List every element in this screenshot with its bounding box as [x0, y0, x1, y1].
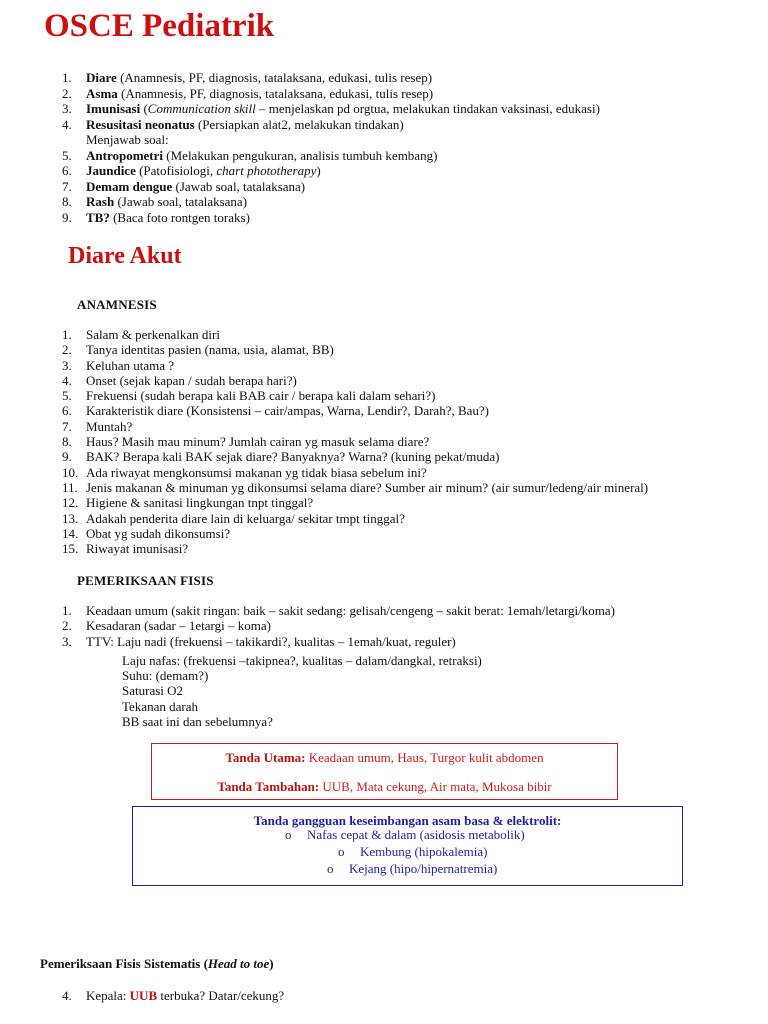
list-item: 4. Resusitasi neonatus (Persiapkan alat2, melakukan tindakan) [62, 116, 404, 132]
list-item: 9. BAK? Berapa kali BAK sejak diare? Banyaknya? Warna? (kuning pekat/muda) [62, 449, 500, 465]
sistematis-heading: Pemeriksaan Fisis Sistematis (Head to toe) [40, 956, 274, 971]
list-item: 10. Ada riwayat mengkonsumsi makanan yg tidak biasa sebelum ini? [62, 464, 427, 480]
list-item: 3. Keluhan utama ? [62, 357, 175, 373]
bullet-icon: o [285, 827, 292, 842]
list-item: 12. Higiene & sanitasi lingkungan tnpt tinggal? [62, 495, 314, 511]
tanda-box [151, 743, 618, 800]
sistematis-list [62, 988, 284, 1004]
ttv-line: Tekanan darah [122, 698, 198, 714]
page-title: OSCE Pediatrik [44, 8, 275, 44]
ttv-line: BB saat ini dan sebelumnya? [122, 713, 273, 729]
tanda-utama: Tanda Utama: Keadaan umum, Haus, Turgor kulit abdomen [225, 750, 544, 765]
list-item: 6. Karakteristik diare (Konsistensi – cair/ampas, Warna, Lendir?, Darah?, Bau?) [62, 403, 489, 419]
list-item: 1. Diare (Anamnesis, PF, diagnosis, tatalaksana, edukasi, tulis resep) [62, 70, 433, 85]
list-item: 15. Riwayat imunisasi? [62, 541, 189, 557]
list-item: 1. Keadaan umum (sakit ringan: baik – sakit sedang: gelisah/cengeng – sakit berat: 1emah/letargi/koma) [62, 603, 615, 618]
list-item: 5. Antropometri (Melakukan pengukuran, analisis tumbuh kembang) [62, 147, 438, 163]
list-item: 11. Jenis makanan & minuman yg dikonsumsi selama diare? Sumber air minum? (air sumur/ledeng/air mineral) [62, 479, 649, 495]
list-item: 4. Kepala: UUB terbuka? Datar/cekung? [62, 988, 285, 1003]
list-item: 8. Haus? Masih mau minum? Jumlah cairan yg masuk selama diare? [62, 434, 430, 450]
ttv-sub-lines [122, 653, 482, 729]
list-item: Menjawab soal: [86, 132, 169, 147]
list-item: 2. Tanya identitas pasien (nama, usia, alamat, BB) [62, 342, 334, 358]
pemeriksaan-heading: PEMERIKSAAN FISIS [77, 573, 214, 588]
elektrolit-heading: Tanda gangguan keseimbangan asam basa & elektrolit: [253, 813, 562, 828]
bullet-item: o Nafas cepat & dalam (asidosis metabolik) [285, 827, 525, 842]
list-item: 3. TTV: Laju nadi (frekuensi – takikardi?, kualitas – 1emah/kuat, reguler) [62, 633, 456, 649]
list-item: 2. Kesadaran (sadar – 1etargi – koma) [62, 618, 271, 634]
bullet-icon: o [327, 861, 334, 876]
anamnesis-heading: ANAMNESIS [77, 297, 157, 312]
anamnesis-list [62, 327, 648, 556]
bullet-item: o Kembung (hipokalemia) [338, 844, 488, 859]
ttv-line: Saturasi O2 [122, 683, 184, 699]
osce-topic-list [62, 70, 600, 225]
list-item: 6. Jaundice (Patofisiologi, chart phototherapy) [62, 163, 321, 178]
list-item: 7. Demam dengue (Jawab soal, tatalaksana) [62, 178, 306, 194]
list-item: 9. TB? (Baca foto rontgen toraks) [62, 209, 250, 225]
list-item: 7. Muntah? [62, 418, 133, 434]
list-item: 3. Imunisasi (Communication skill – menjelaskan pd orgtua, melakukan tindakan vaksinasi, edukasi) [62, 101, 600, 116]
section-title: Diare Akut [68, 243, 182, 269]
list-item: 4. Onset (sejak kapan / sudah berapa hari?) [62, 372, 297, 388]
bullet-icon: o [338, 844, 345, 859]
pemeriksaan-list [62, 603, 615, 649]
list-item: 2. Asma (Anamnesis, PF, diagnosis, tatalaksana, edukasi, tulis resep) [62, 85, 434, 101]
tanda-tambahan: Tanda Tambahan: UUB, Mata cekung, Air mata, Mukosa bibir [217, 779, 552, 794]
list-item: 1. Salam & perkenalkan diri [62, 327, 220, 342]
list-item: 14. Obat yg sudah dikonsumsi? [62, 525, 231, 541]
ttv-line: Suhu: (demam?) [122, 668, 209, 684]
bullet-item: o Kejang (hipo/hipernatremia) [327, 861, 498, 876]
list-item: 5. Frekuensi (sudah berapa kali BAB cair / berapa kali dalam sehari?) [62, 388, 436, 404]
elektrolit-box [132, 806, 683, 886]
ttv-line: Laju nafas: (frekuensi –takipnea?, kualitas – dalam/dangkal, retraksi) [122, 653, 482, 668]
list-item: 8. Rash (Jawab soal, tatalaksana) [62, 194, 248, 209]
list-item: 13. Adakah penderita diare lain di keluarga/ sekitar tmpt tinggal? [62, 510, 405, 526]
